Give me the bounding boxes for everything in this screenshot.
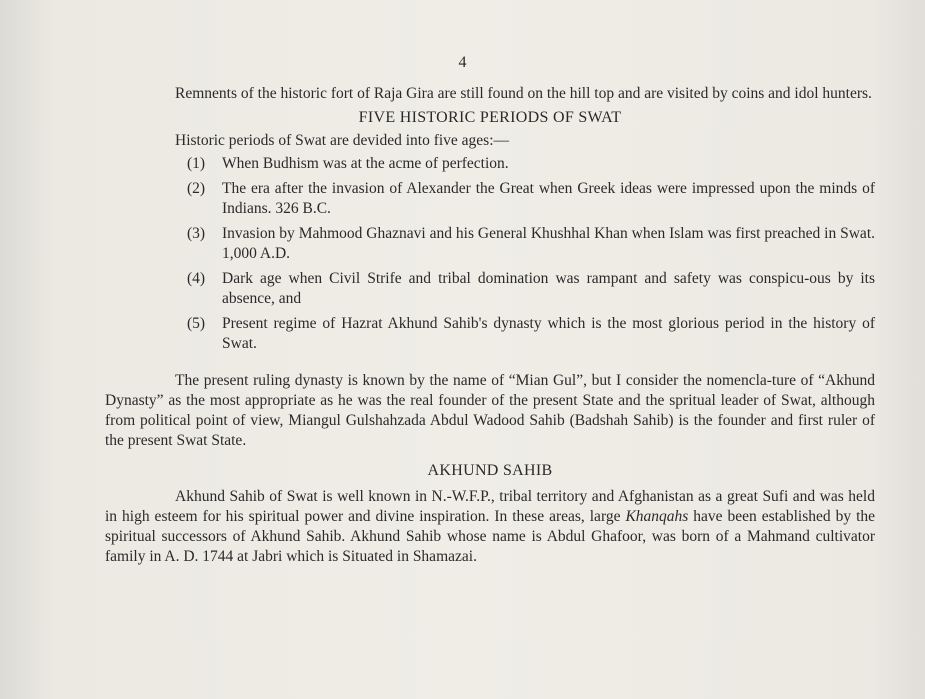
section-intro: Historic periods of Swat are devided into five ages:— — [175, 132, 510, 149]
list-item — [105, 154, 875, 174]
list-item-number: (1) — [187, 155, 206, 172]
paragraph-text-part-1: Akhund Sahib of Swat is well known in N.-W.F.P., tribal territory and Afghanistan as a great Sufi and was held in high esteem for his spiritual power and divine inspiration. In these areas, large — [105, 488, 875, 525]
list-item-number: (2) — [187, 180, 206, 197]
page-content — [105, 84, 875, 567]
historic-periods-list — [105, 154, 875, 354]
list-item-text: Invasion by Mahmood Ghaznavi and his General Khushhal Khan when Islam was first preached in Swat. 1,000 A.D. — [222, 225, 875, 262]
opening-paragraph: Remnents of the historic fort of Raja Gira are still found on the hill top and are visited by coins and idol hunters. — [175, 85, 872, 102]
spacer — [105, 359, 875, 371]
list-item-text: The era after the invasion of Alexander the Great when Greek ideas were impressed upon the minds of Indians. 326 B.C. — [222, 180, 875, 217]
list-item — [105, 179, 875, 219]
ruling-dynasty-paragraph: The present ruling dynasty is known by the name of “Mian Gul”, but I consider the nomencla-ture of “Akhund Dynasty” as the most appropriate as he was the real founder of the present State and the spritual leader of Swat, although from political point of view, Miangul Gulshahzada Abdul Wadood Sahib (Badshah Sahib) is the founder and first ruler of the present Swat State. — [105, 372, 875, 449]
list-item-text: When Budhism was at the acme of perfection. — [222, 155, 509, 172]
list-item-text: Dark age when Civil Strife and tribal domination was rampant and safety was conspicu-ous by its absence, and — [222, 270, 875, 307]
akhund-sahib-paragraph — [105, 487, 875, 567]
list-item — [105, 224, 875, 264]
italic-term: Khanqahs — [625, 508, 689, 525]
list-item-number: (5) — [187, 315, 206, 332]
list-item-number: (4) — [187, 270, 206, 287]
list-item-number: (3) — [187, 225, 206, 242]
paragraph-text-part-2: have been established by the spiritual successors of Akhund Sahib. Akhund Sahib whose name is Abdul Ghafoor, was born of a Mahmand cultivator family in A. D. 1744 at Jabri which is Situated in Shamazai. — [105, 508, 876, 565]
list-item — [105, 269, 875, 309]
section-heading-historic-periods: FIVE HISTORIC PERIODS OF SWAT — [358, 109, 622, 126]
section-heading-akhund-sahib: AKHUND SAHIB — [427, 462, 553, 479]
list-item-text: Present regime of Hazrat Akhund Sahib's dynasty which is the most glorious period in the history of Swat. — [222, 315, 875, 352]
list-item — [105, 314, 875, 354]
page-number: 4 — [458, 54, 467, 71]
